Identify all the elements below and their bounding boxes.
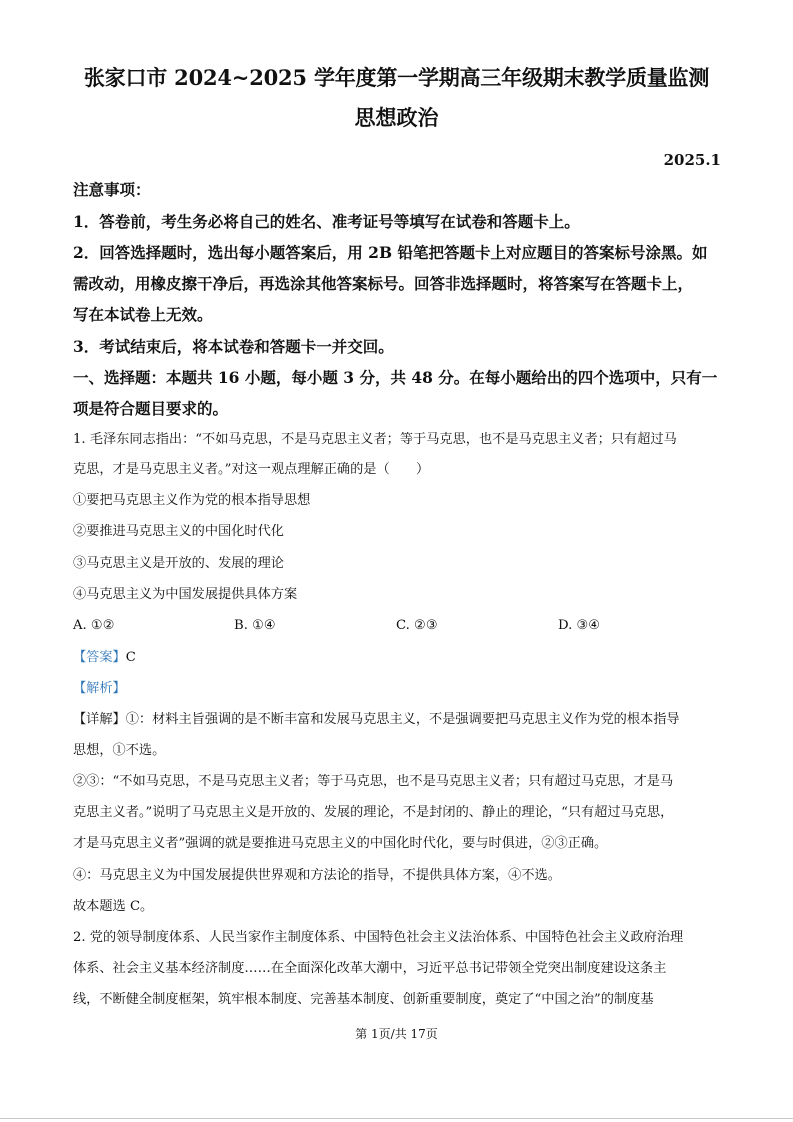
- exam-subject: 思想政治: [354, 105, 439, 130]
- question-1-stem-line-1: 1. 毛泽东同志指出：“不如马克思，不是马克思主义者；等于马克思，也不是马克思主义者；只有超过马: [73, 432, 677, 447]
- question-1-option-c: C. ②③: [396, 618, 438, 633]
- notice-heading: 注意事项：: [73, 180, 151, 199]
- question-2-stem-line-3: 线，不断健全制度框架，筑牢根本制度、完善基本制度、创新重要制度，奠定了“中国之治”的制度基: [73, 992, 654, 1007]
- question-1-detail-line-4: 克思主义者。”说明了马克思主义是开放的、发展的理论，不是封闭的、静止的理论，“只有超过马克思，: [73, 805, 674, 820]
- notice-item-1: 1．答卷前，考生务必将自己的姓名、准考证号等填写在试卷和答题卡上。: [73, 212, 580, 231]
- answer-value: C: [125, 650, 136, 665]
- notice-item-2-line-3: 写在本试卷上无效。: [73, 305, 213, 324]
- question-1-detail-line-5: 才是马克思主义者”强调的就是要推进马克思主义的中国化时代化，要与时俱进，②③正确。: [73, 836, 608, 851]
- detail-tag: 【详解】: [73, 712, 126, 727]
- question-1-statement-3: ③马克思主义是开放的、发展的理论: [73, 556, 284, 571]
- question-1-option-b: B. ①④: [234, 618, 276, 633]
- question-1-answer: [73, 649, 136, 667]
- question-1-detail-line-1: [73, 711, 680, 729]
- question-1-option-d: D. ③④: [558, 618, 601, 633]
- question-1-detail-line-3: ②③：“不如马克思，不是马克思主义者；等于马克思，也不是马克思主义者；只有超过马克思，才是马: [73, 774, 674, 789]
- question-1-option-a: A. ①②: [73, 618, 115, 633]
- question-1-statement-4: ④马克思主义为中国发展提供具体方案: [73, 587, 298, 602]
- notice-item-3: 3．考试结束后，将本试卷和答题卡一并交回。: [73, 337, 394, 356]
- question-1-statement-2: ②要推进马克思主义的中国化时代化: [73, 524, 284, 539]
- question-2-stem-line-1: 2. 党的领导制度体系、人民当家作主制度体系、中国特色社会主义法治体系、中国特色社会主义政府治理: [73, 930, 684, 945]
- section-heading-line-2: 项是符合题目要求的。: [73, 399, 229, 418]
- question-1-statement-1: ①要把马克思主义作为党的根本指导思想: [73, 493, 311, 508]
- question-2-stem-line-2: 体系、社会主义基本经济制度……在全面深化改革大潮中，习近平总书记带领全党突出制度建设这条主: [73, 961, 667, 976]
- section-heading-line-1: 一、选择题：本题共 16 小题，每小题 3 分，共 48 分。在每小题给出的四个选项中，只有一: [73, 368, 718, 387]
- question-1-detail-line-6: ④：马克思主义为中国发展提供世界观和方法论的指导，不提供具体方案，④不选。: [73, 868, 561, 883]
- question-1-analysis-tag: 【解析】: [73, 681, 126, 696]
- question-1-stem-line-2: 克思，才是马克思主义者。”对这一观点理解正确的是（ ）: [73, 462, 430, 477]
- exam-title: 张家口市 2024~2025 学年度第一学期高三年级期末教学质量监测: [83, 65, 710, 90]
- page-bottom-divider: [0, 1118, 793, 1119]
- answer-tag: 【答案】: [73, 650, 126, 665]
- detail-text: ①：材料主旨强调的是不断丰富和发展马克思主义，不是强调要把马克思主义作为党的根本指导: [125, 712, 680, 727]
- page-number: 第 1页/共 17页: [355, 1027, 438, 1041]
- question-1-conclusion: 故本题选 C。: [73, 899, 154, 914]
- question-1-detail-line-2: 思想，①不选。: [73, 743, 166, 758]
- exam-date: 2025.1: [663, 151, 721, 169]
- notice-item-2-line-2: 需改动，用橡皮擦干净后，再选涂其他答案标号。回答非选择题时，将答案写在答题卡上，: [73, 274, 694, 293]
- notice-item-2-line-1: 2．回答选择题时，选出每小题答案后，用 2B 铅笔把答题卡上对应题目的答案标号涂黑。如: [73, 243, 708, 262]
